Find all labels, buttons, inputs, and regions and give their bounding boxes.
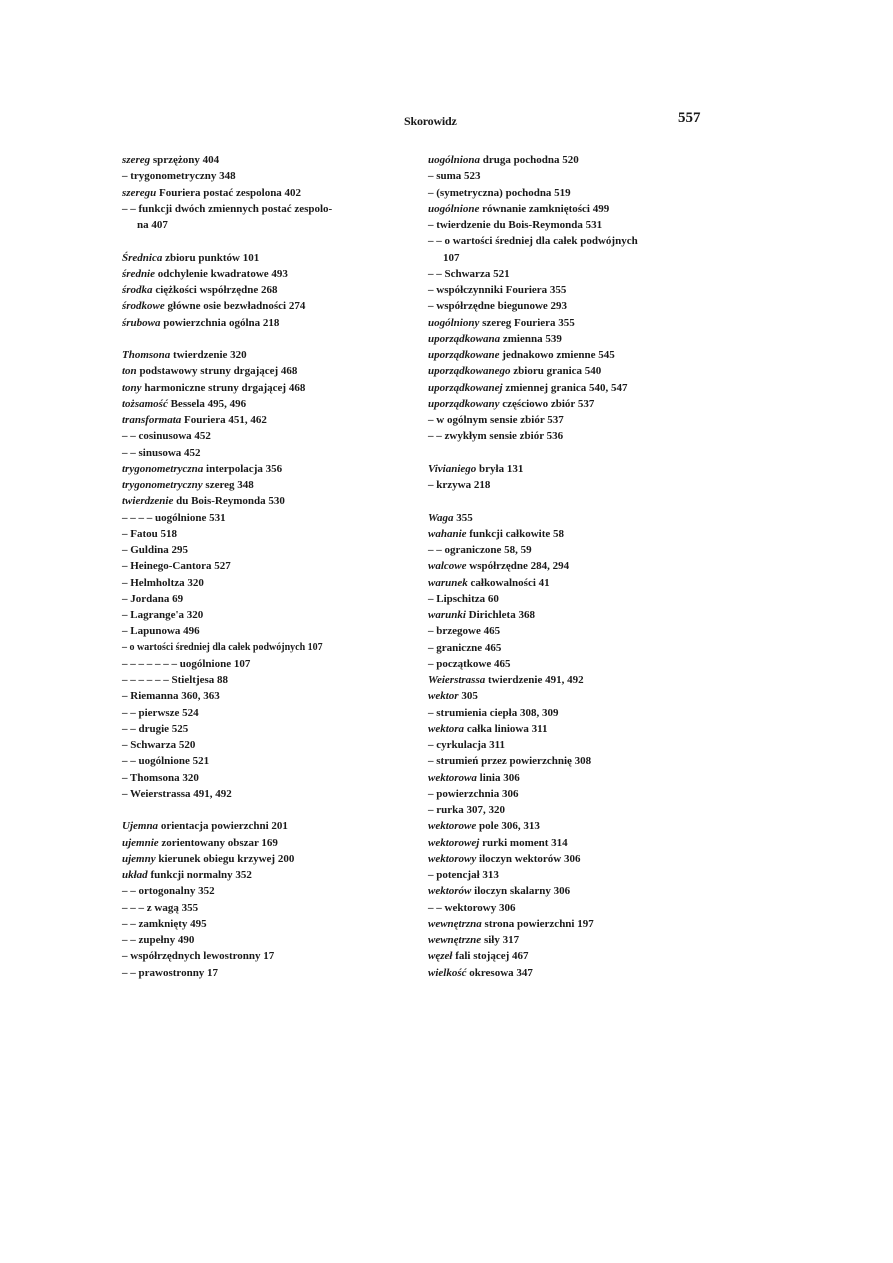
index-keyword: Waga xyxy=(428,511,454,524)
index-entry-text: bryła 131 xyxy=(476,462,524,475)
index-keyword: uporządkowany xyxy=(428,397,500,410)
index-entry-text: – Riemanna 360, 363 xyxy=(122,690,220,703)
index-keyword: uogólnione xyxy=(428,202,480,215)
index-entry-text: – trygonometryczny 348 xyxy=(122,170,236,183)
index-entry xyxy=(428,575,728,591)
index-entry xyxy=(428,250,728,266)
index-entry xyxy=(428,217,728,233)
index-entry-text: całkowalności 41 xyxy=(467,576,550,589)
section-gap xyxy=(122,331,422,347)
index-entry xyxy=(428,835,728,851)
index-entry-text: – współrzędnych lewostronny 17 xyxy=(122,950,275,963)
index-keyword: Thomsona xyxy=(122,349,171,361)
index-entry xyxy=(428,347,728,363)
index-entry-text: – – – z wagą 355 xyxy=(122,901,199,914)
index-keyword: walcowe xyxy=(428,560,467,573)
index-entry xyxy=(122,380,422,396)
index-keyword: trygonometryczna xyxy=(122,462,204,475)
index-entry-text: Fouriera 451, 462 xyxy=(181,414,267,426)
index-entry xyxy=(428,461,728,477)
index-keyword: warunek xyxy=(428,576,468,589)
index-keyword: wektorowej xyxy=(428,836,480,849)
index-entry-text: orientacja powierzchni 201 xyxy=(158,820,288,833)
index-entry xyxy=(122,818,422,834)
index-entry xyxy=(428,883,728,899)
index-entry xyxy=(428,948,728,964)
index-entry-text: główne osie bezwładności 274 xyxy=(164,300,306,313)
index-keyword: wektorowy xyxy=(428,852,477,865)
index-entry-text: linia 306 xyxy=(476,771,520,784)
index-entry-text: zbioru granica 540 xyxy=(510,365,602,378)
index-entry xyxy=(122,965,422,981)
index-keyword: uogólniona xyxy=(428,154,480,166)
index-entry-text: – twierdzenie du Bois-Reymonda 531 xyxy=(428,219,603,231)
index-keyword: wektorowa xyxy=(428,771,477,784)
index-entry xyxy=(122,298,422,314)
index-entry-text: – – prawostronny 17 xyxy=(122,966,219,979)
index-entry-text: – – Schwarza 521 xyxy=(428,267,510,280)
index-entry-text: – powierzchnia 306 xyxy=(428,787,519,800)
index-entry xyxy=(428,640,728,656)
index-keyword: układ xyxy=(122,869,148,881)
index-entry-text: – początkowe 465 xyxy=(428,657,511,670)
index-column-right xyxy=(428,152,728,981)
index-keyword: ujemnie xyxy=(122,836,159,849)
index-entry xyxy=(428,266,728,282)
index-entry-text: du Bois-Reymonda 530 xyxy=(173,495,285,508)
index-entry xyxy=(122,428,422,444)
index-entry xyxy=(122,867,422,883)
index-entry-text: – – drugie 525 xyxy=(122,722,189,735)
index-keyword: uogólniony xyxy=(428,316,480,329)
index-entry-text: – strumienia ciepła 308, 309 xyxy=(428,706,559,719)
index-entry xyxy=(428,185,728,201)
index-entry-text: rurki moment 314 xyxy=(479,836,568,849)
index-keyword: wektorowe xyxy=(428,820,477,833)
index-entry-text: ciężkości współrzędne 268 xyxy=(152,284,278,296)
index-entry-text: – graniczne 465 xyxy=(428,641,502,654)
index-entry-text: – – sinusowa 452 xyxy=(122,446,201,459)
index-keyword: ton xyxy=(122,365,137,378)
index-keyword: szereg xyxy=(122,154,151,166)
index-entry-text: funkcji całkowite 58 xyxy=(466,527,564,540)
index-entry-text: – brzegowe 465 xyxy=(428,625,501,638)
index-entry xyxy=(428,867,728,883)
index-entry xyxy=(122,607,422,623)
index-entry xyxy=(122,640,422,656)
index-entry-text: strona powierzchni 197 xyxy=(481,917,594,930)
index-entry-text: 305 xyxy=(458,690,478,703)
index-keyword: trygonometryczny xyxy=(122,479,203,491)
index-entry-text: – – ograniczone 58, 59 xyxy=(428,544,532,556)
index-entry-text: iloczyn wektorów 306 xyxy=(476,852,581,865)
index-keyword: środka xyxy=(122,284,153,296)
index-entry xyxy=(122,688,422,704)
index-entry xyxy=(428,298,728,314)
index-keyword: środkowe xyxy=(122,300,165,313)
index-entry xyxy=(428,542,728,558)
index-entry xyxy=(122,282,422,298)
index-entry xyxy=(122,445,422,461)
index-entry-text: – – – – – – Stieltjesa 88 xyxy=(122,674,229,686)
index-entry-text: współrzędne 284, 294 xyxy=(466,560,570,573)
index-keyword: uporządkowane xyxy=(428,349,500,361)
index-keyword: Ujemna xyxy=(122,820,159,833)
index-entry xyxy=(122,266,422,282)
index-entry xyxy=(428,591,728,607)
index-entry-text: podstawowy struny drgającej 468 xyxy=(136,365,298,378)
index-entry xyxy=(428,688,728,704)
index-entry xyxy=(122,396,422,412)
index-entry-text: siły 317 xyxy=(481,934,520,946)
index-entry xyxy=(122,412,422,428)
index-entry-text: równanie zamkniętości 499 xyxy=(479,202,610,215)
index-entry xyxy=(122,786,422,802)
index-entry xyxy=(122,347,422,363)
index-keyword: Średnica xyxy=(122,251,163,264)
index-entry xyxy=(122,477,422,493)
index-entry xyxy=(122,185,422,201)
index-entry xyxy=(122,542,422,558)
index-entry xyxy=(122,526,422,542)
index-entry-text: zorientowany obszar 169 xyxy=(158,836,278,849)
index-entry-text: – (symetryczna) pochodna 519 xyxy=(428,186,571,199)
index-entry xyxy=(122,575,422,591)
index-entry-text: – – cosinusowa 452 xyxy=(122,430,211,443)
index-entry xyxy=(122,721,422,737)
index-entry xyxy=(122,591,422,607)
index-entry xyxy=(122,737,422,753)
index-entry-text: harmoniczne struny drgającej 468 xyxy=(141,381,306,394)
page-number: 557 xyxy=(678,110,701,126)
index-entry xyxy=(122,656,422,672)
index-keyword: tony xyxy=(122,381,142,394)
index-entry-text: – suma 523 xyxy=(428,170,481,183)
index-entry xyxy=(428,233,728,249)
index-entry xyxy=(428,656,728,672)
index-entry-text: – Lapunowa 496 xyxy=(122,625,200,638)
index-entry xyxy=(122,250,422,266)
index-entry xyxy=(428,412,728,428)
index-keyword: węzeł xyxy=(428,950,453,963)
index-entry xyxy=(428,851,728,867)
index-entry-text: 355 xyxy=(453,511,473,524)
index-keyword: uporządkowanego xyxy=(428,365,511,378)
index-entry xyxy=(428,477,728,493)
index-keyword: wewnętrzna xyxy=(428,917,482,930)
index-entry-text: – – ortogonalny 352 xyxy=(122,885,215,898)
index-entry xyxy=(122,168,422,184)
index-entry-text: Dirichleta 368 xyxy=(465,609,535,621)
index-keyword: uporządkowanej xyxy=(428,381,503,394)
index-keyword: wahanie xyxy=(428,527,467,540)
index-entry-text: druga pochodna 520 xyxy=(479,154,579,166)
index-entry-text: 107 xyxy=(443,251,460,264)
index-entry-text: – Fatou 518 xyxy=(122,527,177,540)
index-entry xyxy=(428,705,728,721)
index-entry-text: – potencjał 313 xyxy=(428,869,499,881)
index-keyword: wielkość xyxy=(428,966,467,979)
index-entry-text: jednakowo zmienne 545 xyxy=(499,349,615,361)
index-entry-text: – w ogólnym sensie zbiór 537 xyxy=(428,414,564,426)
index-entry-text: – Helmholtza 320 xyxy=(122,576,204,589)
index-entry xyxy=(122,461,422,477)
index-entry xyxy=(122,217,422,233)
section-gap xyxy=(428,445,728,461)
index-entry-text: – krzywa 218 xyxy=(428,479,491,491)
index-entry-text: sprzężony 404 xyxy=(150,154,220,166)
index-entry xyxy=(122,932,422,948)
index-entry-text: Fouriera postać zespolona 402 xyxy=(156,186,302,199)
index-entry-text: – Jordana 69 xyxy=(122,592,184,605)
index-keyword: wektora xyxy=(428,722,465,735)
index-entry xyxy=(428,770,728,786)
index-entry-text: – – wektorowy 306 xyxy=(428,901,516,914)
index-entry xyxy=(428,737,728,753)
index-keyword: wektorów xyxy=(428,885,472,898)
index-entry-text: iloczyn skalarny 306 xyxy=(471,885,571,898)
index-entry xyxy=(428,721,728,737)
index-entry xyxy=(428,152,728,168)
section-gap xyxy=(122,802,422,818)
index-entry-text: kierunek obiegu krzywej 200 xyxy=(155,852,295,865)
index-column-left xyxy=(122,152,422,981)
index-entry-text: – cyrkulacja 311 xyxy=(428,739,505,751)
index-entry xyxy=(122,672,422,688)
index-keyword: średnie xyxy=(122,267,155,280)
index-entry-text: szereg Fouriera 355 xyxy=(479,316,575,329)
index-keyword: transformata xyxy=(122,414,182,426)
index-entry xyxy=(122,770,422,786)
index-entry-text: fali stojącej 467 xyxy=(452,950,529,963)
index-entry-text: na 407 xyxy=(137,219,168,231)
index-entry xyxy=(428,201,728,217)
index-entry-text: powierzchnia ogólna 218 xyxy=(160,316,280,329)
index-entry xyxy=(122,883,422,899)
index-entry xyxy=(122,363,422,379)
index-keyword: Vivianiego xyxy=(428,462,477,475)
index-entry-text: okresowa 347 xyxy=(466,966,533,979)
index-entry-text: – – pierwsze 524 xyxy=(122,706,199,719)
index-keyword: tożsamość xyxy=(122,397,168,410)
index-entry-text: – współczynniki Fouriera 355 xyxy=(428,284,567,296)
index-entry-text: funkcji normalny 352 xyxy=(147,869,252,881)
index-entry xyxy=(428,396,728,412)
index-entry xyxy=(428,786,728,802)
index-entry xyxy=(122,510,422,526)
index-entry xyxy=(428,315,728,331)
index-entry-text: – – zamknięty 495 xyxy=(122,917,207,930)
index-entry xyxy=(122,900,422,916)
index-entry-text: – – zupełny 490 xyxy=(122,934,195,946)
index-keyword: Weierstrassa xyxy=(428,674,486,686)
index-entry xyxy=(122,835,422,851)
index-entry xyxy=(122,493,422,509)
index-entry-text: interpolacja 356 xyxy=(203,462,283,475)
index-entry xyxy=(428,558,728,574)
index-entry-text: – – funkcji dwóch zmiennych postać zespolo- xyxy=(122,202,333,215)
index-entry-text: – – uogólnione 521 xyxy=(122,755,210,768)
index-entry-text: całka liniowa 311 xyxy=(464,722,548,735)
index-entry xyxy=(122,948,422,964)
index-entry-text: – strumień przez powierzchnię 308 xyxy=(428,755,592,768)
index-entry xyxy=(428,607,728,623)
index-entry xyxy=(428,916,728,932)
index-entry-text: odchylenie kwadratowe 493 xyxy=(155,267,288,280)
index-entry-text: – – o wartości średniej dla całek podwójnych xyxy=(428,235,638,248)
index-entry xyxy=(122,851,422,867)
index-entry xyxy=(122,315,422,331)
running-header-title: Skorowidz xyxy=(404,114,457,128)
index-entry-text: częściowo zbiór 537 xyxy=(499,397,595,410)
index-keyword: warunki xyxy=(428,609,466,621)
section-gap xyxy=(122,233,422,249)
index-entry xyxy=(122,753,422,769)
index-entry xyxy=(428,526,728,542)
index-entry xyxy=(428,965,728,981)
index-entry-text: – Heinego-Cantora 527 xyxy=(122,560,231,573)
index-entry xyxy=(428,623,728,639)
index-entry xyxy=(428,363,728,379)
index-entry-text: – – – – uogólnione 531 xyxy=(122,511,226,524)
index-entry xyxy=(428,900,728,916)
index-keyword: wewnętrzne xyxy=(428,934,482,946)
index-keyword: twierdzenie xyxy=(122,495,174,508)
index-entry-text: – rurka 307, 320 xyxy=(428,804,505,816)
index-entry xyxy=(122,201,422,217)
index-entry-text: – Thomsona 320 xyxy=(122,771,199,784)
index-keyword: ujemny xyxy=(122,852,156,865)
index-entry-text: – Guldina 295 xyxy=(122,544,189,556)
index-entry xyxy=(428,168,728,184)
index-entry-text: – Lagrange'a 320 xyxy=(122,609,204,621)
index-entry xyxy=(122,623,422,639)
index-entry-text: twierdzenie 491, 492 xyxy=(485,674,584,686)
index-entry-text: – Lipschitza 60 xyxy=(428,592,499,605)
index-entry-text: – współrzędne biegunowe 293 xyxy=(428,300,568,313)
index-keyword: szeregu xyxy=(122,186,157,199)
index-entry-text: – o wartości średniej dla całek podwójnych 107 xyxy=(122,641,323,653)
index-entry-text: – Schwarza 520 xyxy=(122,739,196,751)
index-keyword: śrubowa xyxy=(122,316,161,329)
index-entry xyxy=(428,802,728,818)
index-entry-text: – – – – – – – uogólnione 107 xyxy=(122,657,251,670)
index-entry xyxy=(428,672,728,688)
index-entry-text: zmiennej granica 540, 547 xyxy=(502,381,628,394)
index-entry-text: pole 306, 313 xyxy=(476,820,540,833)
index-entry xyxy=(428,331,728,347)
index-entry xyxy=(122,152,422,168)
index-entry-text: twierdzenie 320 xyxy=(170,349,247,361)
index-entry-text: zmienna 539 xyxy=(500,332,562,345)
index-entry xyxy=(428,818,728,834)
index-entry xyxy=(122,705,422,721)
index-entry xyxy=(428,380,728,396)
index-entry-text: Bessela 495, 496 xyxy=(167,397,247,410)
index-entry xyxy=(428,753,728,769)
index-entry-text: – – zwykłym sensie zbiór 536 xyxy=(428,430,564,443)
index-entry-text: zbioru punktów 101 xyxy=(162,251,260,264)
index-entry xyxy=(122,916,422,932)
index-entry-text: szereg 348 xyxy=(202,479,254,491)
index-entry xyxy=(428,510,728,526)
index-entry xyxy=(428,428,728,444)
index-keyword: wektor xyxy=(428,690,459,703)
index-keyword: uporządkowana xyxy=(428,332,501,345)
index-entry xyxy=(122,558,422,574)
section-gap xyxy=(428,493,728,509)
index-entry xyxy=(428,282,728,298)
index-entry xyxy=(428,932,728,948)
index-entry-text: – Weierstrassa 491, 492 xyxy=(122,787,232,800)
